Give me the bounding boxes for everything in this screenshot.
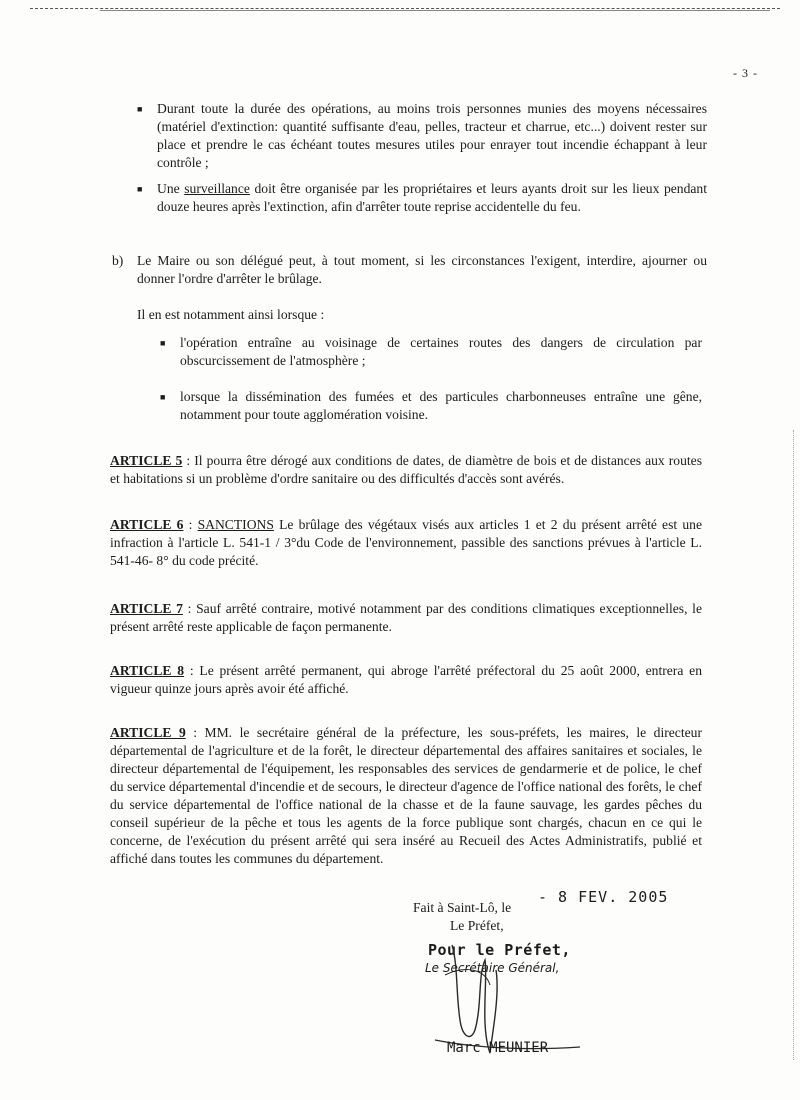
article-sublabel: SANCTIONS [197, 517, 274, 532]
bullet-square-icon: ■ [160, 392, 166, 402]
article-8: ARTICLE 8 : Le présent arrêté permanent, qui abroge l'arrêté préfectoral du 25 août 2000, entrera en vigueur quinze jours après avoir été affiché. [110, 663, 702, 696]
list-item: l'opération entraîne au voisinage de certaines routes des dangers de circulation par obscurcissement de l'atmosphère ; [180, 335, 702, 368]
section-intro: Il en est notamment ainsi lorsque : [137, 307, 325, 322]
date-stamp: - 8 FEV. 2005 [538, 888, 669, 906]
bullet-square-icon: ■ [137, 184, 143, 194]
article-label: ARTICLE 7 [110, 601, 183, 616]
scan-edge-right [793, 430, 794, 1060]
section-label: b) [112, 253, 124, 268]
article-7: ARTICLE 7 : Sauf arrêté contraire, motivé notamment par des conditions climatiques exceptionnelles, le présent arrêté reste applicable de façon permanente. [110, 601, 702, 634]
section-text: Le Maire ou son délégué peut, à tout moment, si les circonstances l'exigent, interdire, ajourner ou donner l'ordre d'arrêter le brûlage. [137, 253, 707, 286]
article-label: ARTICLE 6 [110, 517, 184, 532]
bullet-item: Durant toute la durée des opérations, au moins trois personnes munies des moyens nécessaires (matériel d'extinction: quantité suffisante d'eau, pelles, tracteur et charrue, etc...) doivent rester sur place et prendre le cas échéant toutes mesures utiles pour enrayer tout incendie échappant à leur contrôle ; [157, 101, 707, 170]
bullet-square-icon: ■ [137, 104, 143, 114]
article-9: ARTICLE 9 : MM. le secrétaire général de la préfecture, les sous-préfets, les maires, le directeur départemental de l'agriculture et de la forêt, le directeur départemental des affaires sanitaires et sociales, le directeur départemental de l'équipement, les responsables des services de gendarmerie et de police, le chef du service départemental d'incendie et de secours, le directeur d'agence de l'office national des forêts, le chef du service départemental de l'office national de la chasse et de la faune sauvage, les gardes pêches du conseil supérieur de la pêche et tous les agents de la force publique sont chargés, chacun en ce qui le concerne, de l'exécution du présent arrêté qui sera inséré au Recueil des Actes Administratifs, publié et affiché dans toutes les communes du département. [110, 725, 702, 866]
list-item: lorsque la dissémination des fumées et des particules charbonneuses entraîne une gêne, notamment pour toute agglomération voisine. [180, 389, 702, 422]
article-5: ARTICLE 5 : Il pourra être dérogé aux conditions de dates, de diamètre de bois et de distances aux routes et habitations si un problème d'ordre sanitaire ou des difficultés d'accès sont avérés. [110, 453, 702, 486]
article-label: ARTICLE 5 [110, 453, 183, 468]
scan-edge-top-inner [100, 10, 770, 11]
article-6: ARTICLE 6 : SANCTIONS Le brûlage des végétaux visés aux articles 1 et 2 du présent arrêté est une infraction à l'article L. 541-1 / 3°du Code de l'environnement, passible des sanctions prévues à l'article L. 541-46- 8° du code précité. [110, 517, 702, 568]
signature-pour: Pour le Préfet, [428, 941, 571, 959]
scan-edge-top [30, 8, 780, 9]
article-label: ARTICLE 8 [110, 663, 185, 678]
bullet-item: Une surveillance doit être organisée par les propriétaires et leurs ayants droit sur les lieux pendant douze heures après l'extinction, afin d'arrêter toute reprise accidentelle du feu. [157, 181, 708, 214]
signatory-name: Marc MEUNIER [447, 1040, 549, 1056]
article-label: ARTICLE 9 [110, 725, 186, 740]
page-number: - 3 - [733, 66, 758, 80]
bullet-square-icon: ■ [160, 338, 166, 348]
signature-prefect: Le Préfet, [450, 918, 504, 933]
signature-place: Fait à Saint-Lô, le [413, 900, 512, 915]
signature-secretary: Le Secrétaire Général, [425, 961, 560, 975]
